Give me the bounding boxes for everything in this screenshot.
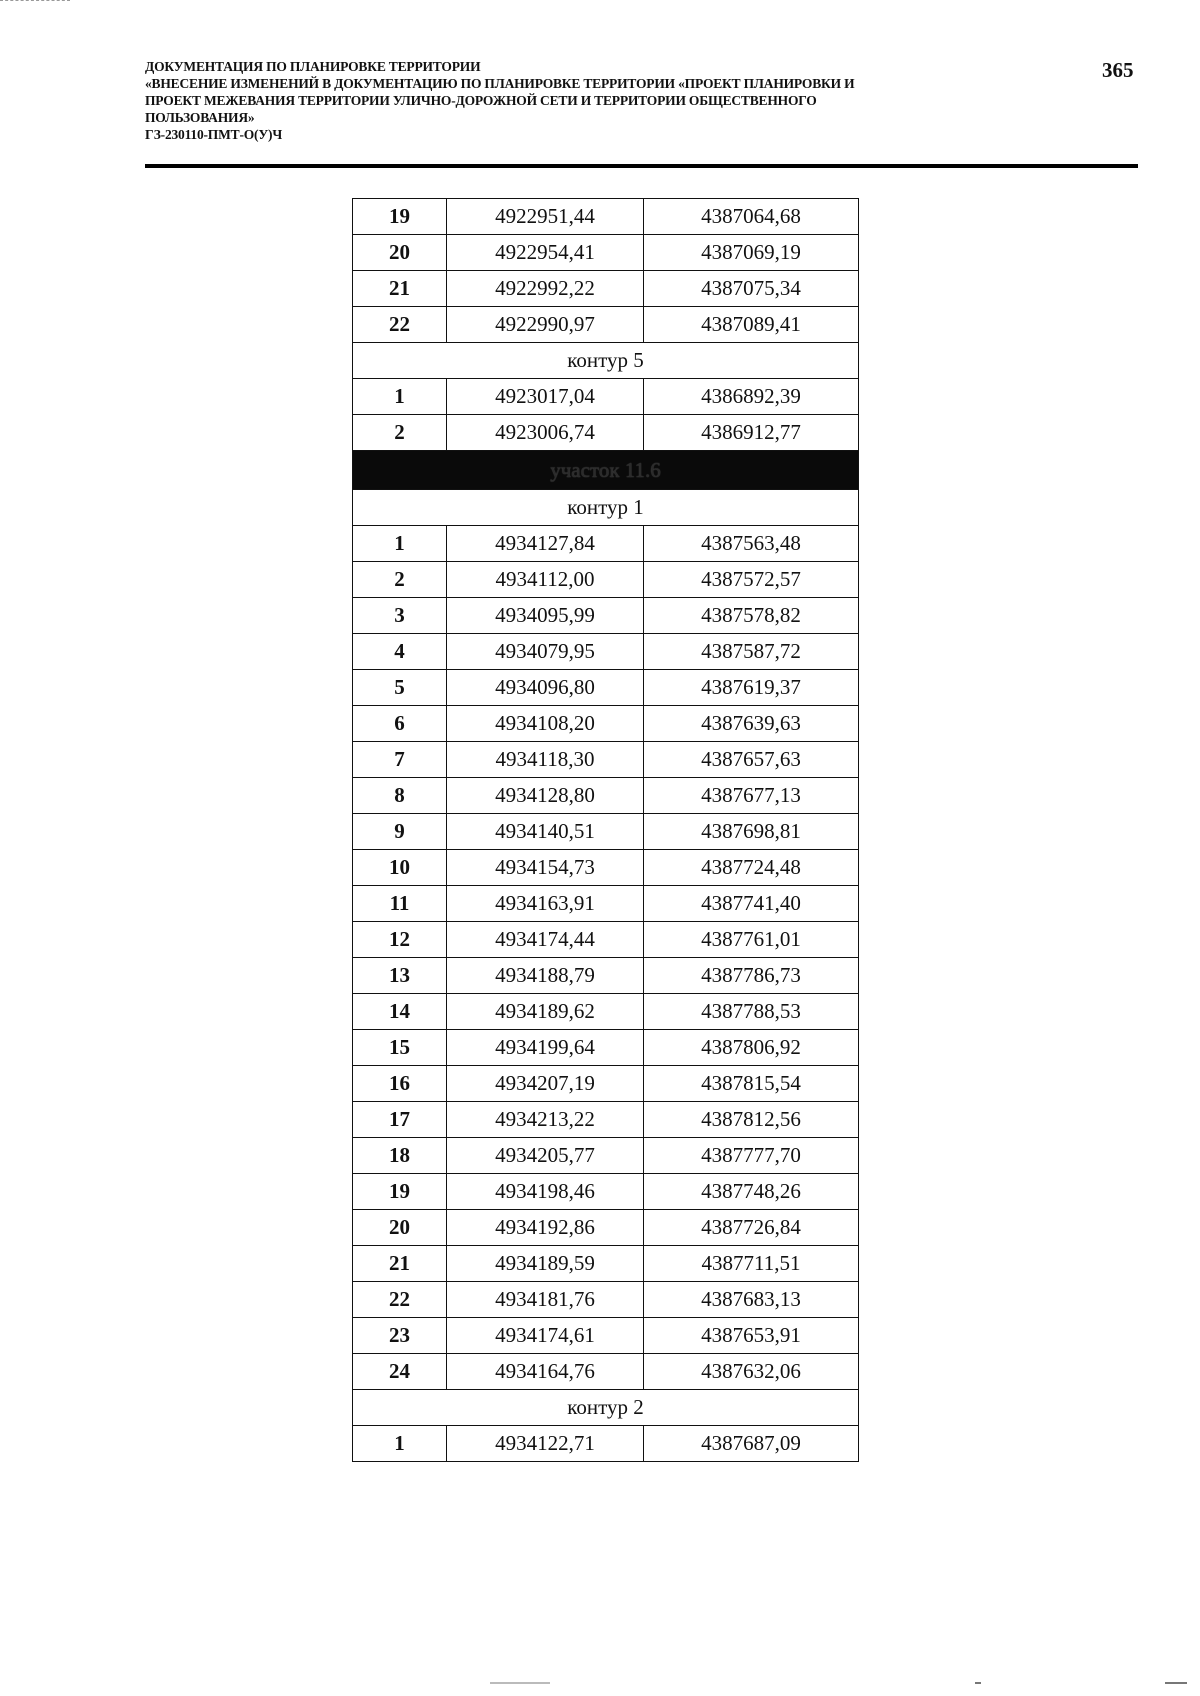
point-number-cell: 5 [353,670,447,706]
x-coordinate-cell: 4922992,22 [447,271,644,307]
y-coordinate-cell: 4387761,01 [644,922,859,958]
contour-label: контур 2 [353,1390,859,1426]
y-coordinate-cell: 4387089,41 [644,307,859,343]
y-coordinate-cell: 4387632,06 [644,1354,859,1390]
table-row [353,850,859,886]
table-row [353,706,859,742]
point-number-cell: 19 [353,1174,447,1210]
x-coordinate-cell: 4923017,04 [447,379,644,415]
y-coordinate-cell: 4386912,77 [644,415,859,451]
table-row [353,415,859,451]
x-coordinate-cell: 4934205,77 [447,1138,644,1174]
table-row [353,634,859,670]
x-coordinate-cell: 4934207,19 [447,1066,644,1102]
table-row [353,598,859,634]
table-row [353,379,859,415]
table-row [353,814,859,850]
y-coordinate-cell: 4387572,57 [644,562,859,598]
section-label: участок 11.6 [353,451,859,490]
section-header-row [353,451,859,490]
point-number-cell: 17 [353,1102,447,1138]
point-number-cell: 11 [353,886,447,922]
x-coordinate-cell: 4934164,76 [447,1354,644,1390]
y-coordinate-cell: 4387711,51 [644,1246,859,1282]
point-number-cell: 23 [353,1318,447,1354]
x-coordinate-cell: 4934079,95 [447,634,644,670]
table-row [353,994,859,1030]
point-number-cell: 22 [353,1282,447,1318]
y-coordinate-cell: 4387069,19 [644,235,859,271]
table-row [353,1066,859,1102]
contour-label: контур 1 [353,490,859,526]
table-row [353,778,859,814]
table-row [353,1174,859,1210]
point-number-cell: 24 [353,1354,447,1390]
table-row [353,1210,859,1246]
x-coordinate-cell: 4934199,64 [447,1030,644,1066]
y-coordinate-cell: 4387075,34 [644,271,859,307]
x-coordinate-cell: 4934128,80 [447,778,644,814]
contour-header-row [353,490,859,526]
scan-bottom-marks [0,1682,1200,1692]
document-code: ГЗ-230110-ПМТ-О(У)Ч [145,127,283,142]
y-coordinate-cell: 4387726,84 [644,1210,859,1246]
y-coordinate-cell: 4386892,39 [644,379,859,415]
point-number-cell: 8 [353,778,447,814]
y-coordinate-cell: 4387578,82 [644,598,859,634]
contour-header-row [353,1390,859,1426]
y-coordinate-cell: 4387748,26 [644,1174,859,1210]
table-row [353,922,859,958]
table-row [353,307,859,343]
point-number-cell: 6 [353,706,447,742]
x-coordinate-cell: 4934189,62 [447,994,644,1030]
y-coordinate-cell: 4387788,53 [644,994,859,1030]
contour-label: контур 5 [353,343,859,379]
point-number-cell: 22 [353,307,447,343]
header-divider [145,164,1138,168]
document-header [145,58,1045,143]
x-coordinate-cell: 4934154,73 [447,850,644,886]
x-coordinate-cell: 4923006,74 [447,415,644,451]
x-coordinate-cell: 4934213,22 [447,1102,644,1138]
y-coordinate-cell: 4387741,40 [644,886,859,922]
point-number-cell: 7 [353,742,447,778]
table-row [353,670,859,706]
point-number-cell: 3 [353,598,447,634]
x-coordinate-cell: 4934118,30 [447,742,644,778]
table-row [353,886,859,922]
point-number-cell: 12 [353,922,447,958]
scan-edge-marks [0,0,70,4]
point-number-cell: 10 [353,850,447,886]
table-row [353,1246,859,1282]
x-coordinate-cell: 4934095,99 [447,598,644,634]
y-coordinate-cell: 4387724,48 [644,850,859,886]
y-coordinate-cell: 4387687,09 [644,1426,859,1462]
y-coordinate-cell: 4387677,13 [644,778,859,814]
coordinates-table-body [353,199,859,1462]
point-number-cell: 16 [353,1066,447,1102]
table-row [353,199,859,235]
scan-mark [975,1682,981,1684]
point-number-cell: 20 [353,1210,447,1246]
x-coordinate-cell: 4934192,86 [447,1210,644,1246]
table-row [353,235,859,271]
x-coordinate-cell: 4934174,44 [447,922,644,958]
x-coordinate-cell: 4934127,84 [447,526,644,562]
page-number: 365 [1102,58,1134,82]
x-coordinate-cell: 4934188,79 [447,958,644,994]
point-number-cell: 20 [353,235,447,271]
y-coordinate-cell: 4387777,70 [644,1138,859,1174]
header-title-line-2: «ВНЕСЕНИЕ ИЗМЕНЕНИЙ В ДОКУМЕНТАЦИЮ ПО ПЛАНИРОВКЕ ТЕРРИТОРИИ «ПРОЕКТ ПЛАНИРОВКИ И [145,76,855,91]
point-number-cell: 1 [353,526,447,562]
y-coordinate-cell: 4387806,92 [644,1030,859,1066]
y-coordinate-cell: 4387064,68 [644,199,859,235]
scan-mark [1165,1682,1187,1684]
y-coordinate-cell: 4387563,48 [644,526,859,562]
table-row [353,271,859,307]
x-coordinate-cell: 4934140,51 [447,814,644,850]
x-coordinate-cell: 4934174,61 [447,1318,644,1354]
scan-mark [490,1682,550,1684]
header-title-line-3: ПРОЕКТ МЕЖЕВАНИЯ ТЕРРИТОРИИ УЛИЧНО-ДОРОЖНОЙ СЕТИ И ТЕРРИТОРИИ ОБЩЕСТВЕННОГО [145,93,817,108]
x-coordinate-cell: 4934181,76 [447,1282,644,1318]
x-coordinate-cell: 4934096,80 [447,670,644,706]
point-number-cell: 9 [353,814,447,850]
point-number-cell: 1 [353,1426,447,1462]
point-number-cell: 14 [353,994,447,1030]
contour-header-row [353,343,859,379]
table-row [353,742,859,778]
y-coordinate-cell: 4387698,81 [644,814,859,850]
coordinates-table-container [352,198,855,1462]
point-number-cell: 13 [353,958,447,994]
point-number-cell: 2 [353,415,447,451]
x-coordinate-cell: 4934112,00 [447,562,644,598]
header-title-line-4: ПОЛЬЗОВАНИЯ» [145,110,255,125]
x-coordinate-cell: 4922954,41 [447,235,644,271]
y-coordinate-cell: 4387653,91 [644,1318,859,1354]
table-row [353,1138,859,1174]
header-title-line-1: ДОКУМЕНТАЦИЯ ПО ПЛАНИРОВКЕ ТЕРРИТОРИИ [145,59,481,74]
y-coordinate-cell: 4387657,63 [644,742,859,778]
x-coordinate-cell: 4934189,59 [447,1246,644,1282]
table-row [353,1318,859,1354]
x-coordinate-cell: 4922990,97 [447,307,644,343]
table-row [353,1426,859,1462]
table-row [353,562,859,598]
point-number-cell: 19 [353,199,447,235]
y-coordinate-cell: 4387639,63 [644,706,859,742]
point-number-cell: 1 [353,379,447,415]
y-coordinate-cell: 4387812,56 [644,1102,859,1138]
x-coordinate-cell: 4934198,46 [447,1174,644,1210]
point-number-cell: 2 [353,562,447,598]
table-row [353,1354,859,1390]
y-coordinate-cell: 4387786,73 [644,958,859,994]
table-row [353,958,859,994]
point-number-cell: 18 [353,1138,447,1174]
x-coordinate-cell: 4934122,71 [447,1426,644,1462]
point-number-cell: 21 [353,1246,447,1282]
point-number-cell: 21 [353,271,447,307]
table-row [353,1030,859,1066]
table-row [353,526,859,562]
table-row [353,1102,859,1138]
x-coordinate-cell: 4934163,91 [447,886,644,922]
point-number-cell: 4 [353,634,447,670]
x-coordinate-cell: 4934108,20 [447,706,644,742]
y-coordinate-cell: 4387619,37 [644,670,859,706]
table-row [353,1282,859,1318]
y-coordinate-cell: 4387683,13 [644,1282,859,1318]
coordinates-table [352,198,859,1462]
point-number-cell: 15 [353,1030,447,1066]
y-coordinate-cell: 4387815,54 [644,1066,859,1102]
x-coordinate-cell: 4922951,44 [447,199,644,235]
y-coordinate-cell: 4387587,72 [644,634,859,670]
